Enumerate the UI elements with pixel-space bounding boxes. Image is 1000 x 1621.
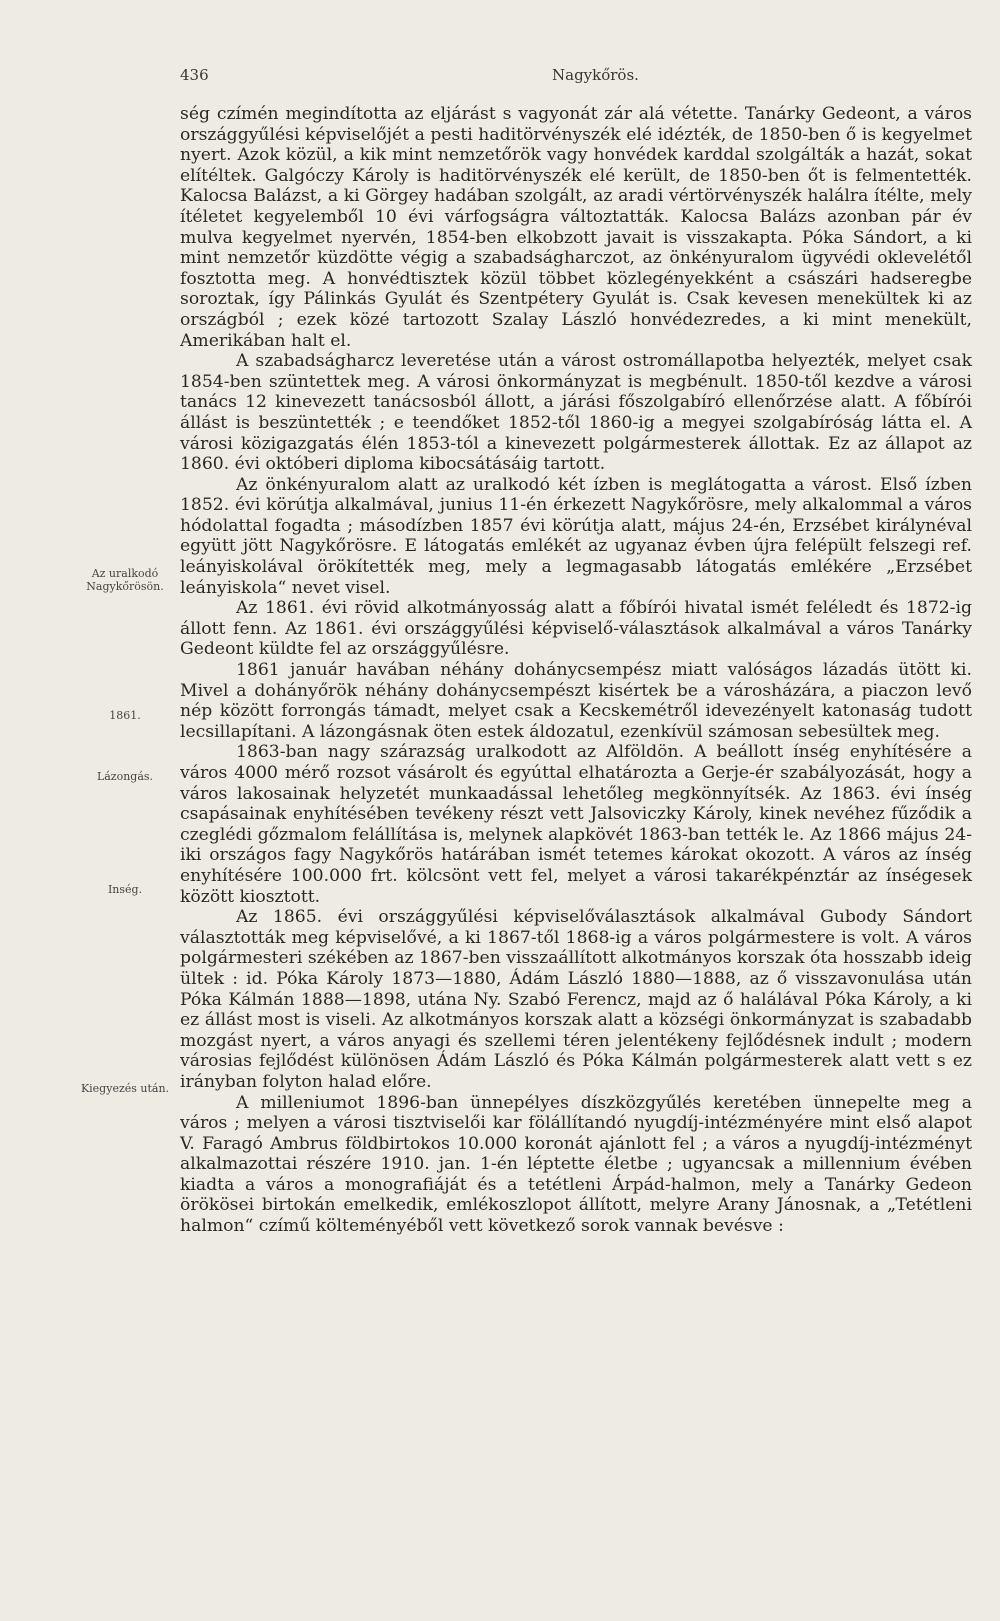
page-header <box>180 66 960 96</box>
paragraph-7: Az 1865. évi országgyűlési képviselőválasztások alkalmával Gubody Sándort választották meg képviselővé, a ki 1867-től 1868-ig a város polgármestere is volt. A város polgármesteri székében az 1867-ben visszaállított alkotmányos korszak óta hosszabb ideig ültek : id. Póka Károly 1873—1880, Ádám László 1880—1888, az ő visszavonulása után Póka Kálmán 1888—1898, utána Ny. Szabó Ferencz, majd az ő halálával Póka Károly, a ki ez állást most is viseli. Az alkotmányos korszak alatt a községi önkormányzat is szabadabb mozgást nyert, a város anyagi és szellemi téren jelentékeny fejlődésnek indult ; modern városias fejlődést különösen Ádám László és Póka Kálmán polgármesterek alatt vett s ez irányban folyton halad előre. <box>180 907 972 1092</box>
paragraph-2: A szabadságharcz leveretése után a várost ostromállapotba helyezték, melyet csak 1854-ben szüntettek meg. A városi önkormányzat is megbénult. 1850-től kezdve a városi tanács 12 kinevezett tanácsosból állott, a járási főszolgabíró ellenőrzése alatt. A főbírói állást is beszüntették ; e teendőket 1852-től 1860-ig a megyei szolgabíróság látta el. A városi közigazgatás élén 1853-tól a kinevezett polgármesterek állottak. Ez az állapot az 1860. évi októberi diploma kibocsátásáig tartott. <box>180 351 972 475</box>
margin-note-lazongas: Lázongás. <box>96 770 154 783</box>
margin-note-kiegyezes: Kiegyezés után. <box>80 1082 170 1095</box>
paragraph-1: ség czímén megindította az eljárást s vagyonát zár alá vétette. Tanárky Gedeont, a város országgyűlési képviselőjét a pesti haditörvényszék elé idézték, de 1850-ben ő is kegyelmet nyert. Azok közül, a kik mint nemzetőrök vagy honvédek karddal szolgálták a hazát, sokat elítéltek. Galgóczy Károly is haditörvényszék elé került, de 1850-ben őt is felmentették. Kalocsa Balázst, a ki Görgey hadában szolgált, az aradi vértörvényszék halálra ítélte, mely ítéletet kegyelemből 10 évi várfogságra változtatták. Kalocsa Balázs azonban pár év mulva kegyelmet nyervén, 1854-ben elkobzott javait is visszakapta. Póka Sándort, a ki mint nemzetőr küzdötte végig a szabadságharczot, az önkényuralom ügyvédi oklevelétől fosztotta meg. A honvédtisztek közül többet közlegényekként a császári hadseregbe soroztak, így Pálinkás Gyulát és Szentpétery Gyulát is. Csak kevesen menekültek ki az országból ; ezek közé tartozott Szalay László honvédezredes, a ki mint menekült, Amerikában halt el. <box>180 104 972 351</box>
paragraph-3: Az önkényuralom alatt az uralkodó két ízben is meglátogatta a várost. Első ízben 1852. évi körútja alkalmával, junius 11-én érkezett Nagykőrösre, mely alkalommal a város hódolattal fogadta ; másodízben 1857 évi körútja alatt, május 24-én, Erzsébet királynéval együtt jött Nagykőrösre. E látogatás emlékét az ugyanaz évben újra felépült felszegi ref. leányiskolával örökítették meg, mely a legmagasabb látogatás emlékére „Erzsébet leányiskola“ nevet visel. <box>180 474 972 598</box>
paragraph-5: 1861 január havában néhány dohánycsempész miatt valóságos lázadás ütött ki. Mivel a dohányőrök néhány dohánycsempészt kisértek be a városházára, a piaczon levő nép között forrongás támadt, melyet csak a Kecskemétről idevezényelt katonaság tudott lecsillapítani. A lázongásnak öten estek áldozatul, ezenkívül számosan sebesültek meg. <box>180 660 972 742</box>
body-text <box>180 104 972 1237</box>
margin-note-inseg: Inség. <box>107 883 143 896</box>
paragraph-8: A milleniumot 1896-ban ünnepélyes díszközgyűlés keretében ünnepelte meg a város ; melyen a városi tisztviselői kar fölállítandó nyugdíj-intézményére mint első alapot V. Faragó Ambrus földbirtokos 10.000 koronát ajánlott fel ; a város a nyugdíj-intézményt alkalmazottai részére 1910. jan. 1-én léptette életbe ; ugyancsak a millennium évében kiadta a város a monografiáját és a tetétleni Árpád-halmon, mely a Tanárky Gedeon örökösei birtokán emelkedik, emlékoszlopot állított, melyre Arany Jánosnak, a „Tetétleni halmon“ czímű költeményéből vett következő sorok vannak bevésve : <box>180 1092 972 1237</box>
margin-note-uralkodo: Az uralkodó Nagykőrösön. <box>86 567 164 593</box>
page-number: 436 <box>180 66 209 84</box>
margin-note-1861: 1861. <box>109 709 141 722</box>
paragraph-6: 1863-ban nagy szárazság uralkodott az Alföldön. A beállott ínség enyhítésére a város 4000 mérő rozsot vásárolt és egyúttal elhatározta a Gerje-ér szabályozását, hogy a város lakosainak helyzetét munkaadással lehetőleg megkönnyítsék. Az 1863. évi ínség csapásainak enyhítésében tevékeny részt vett Jalsoviczky Károly, kinek nevéhez fűződik a czeglédi gőzmalom felállítása is, melynek alapkövét 1863-ban tették le. Az 1866 május 24-iki országos fagy Nagykőrös határában ismét tetemes károkat okozott. A város az ínség enyhítésére 100.000 frt. kölcsönt vett fel, melyet a városi takarékpénztár az ínségesek között kiosztott. <box>180 742 972 907</box>
paragraph-4: Az 1861. évi rövid alkotmányosság alatt a főbírói hivatal ismét feléledt és 1872-ig állott fenn. Az 1861. évi országgyűlési képviselő-választások alkalmával a város Tanárky Gedeont küldte fel az országgyűlésre. <box>180 598 972 660</box>
running-title: Nagykőrös. <box>552 66 639 84</box>
